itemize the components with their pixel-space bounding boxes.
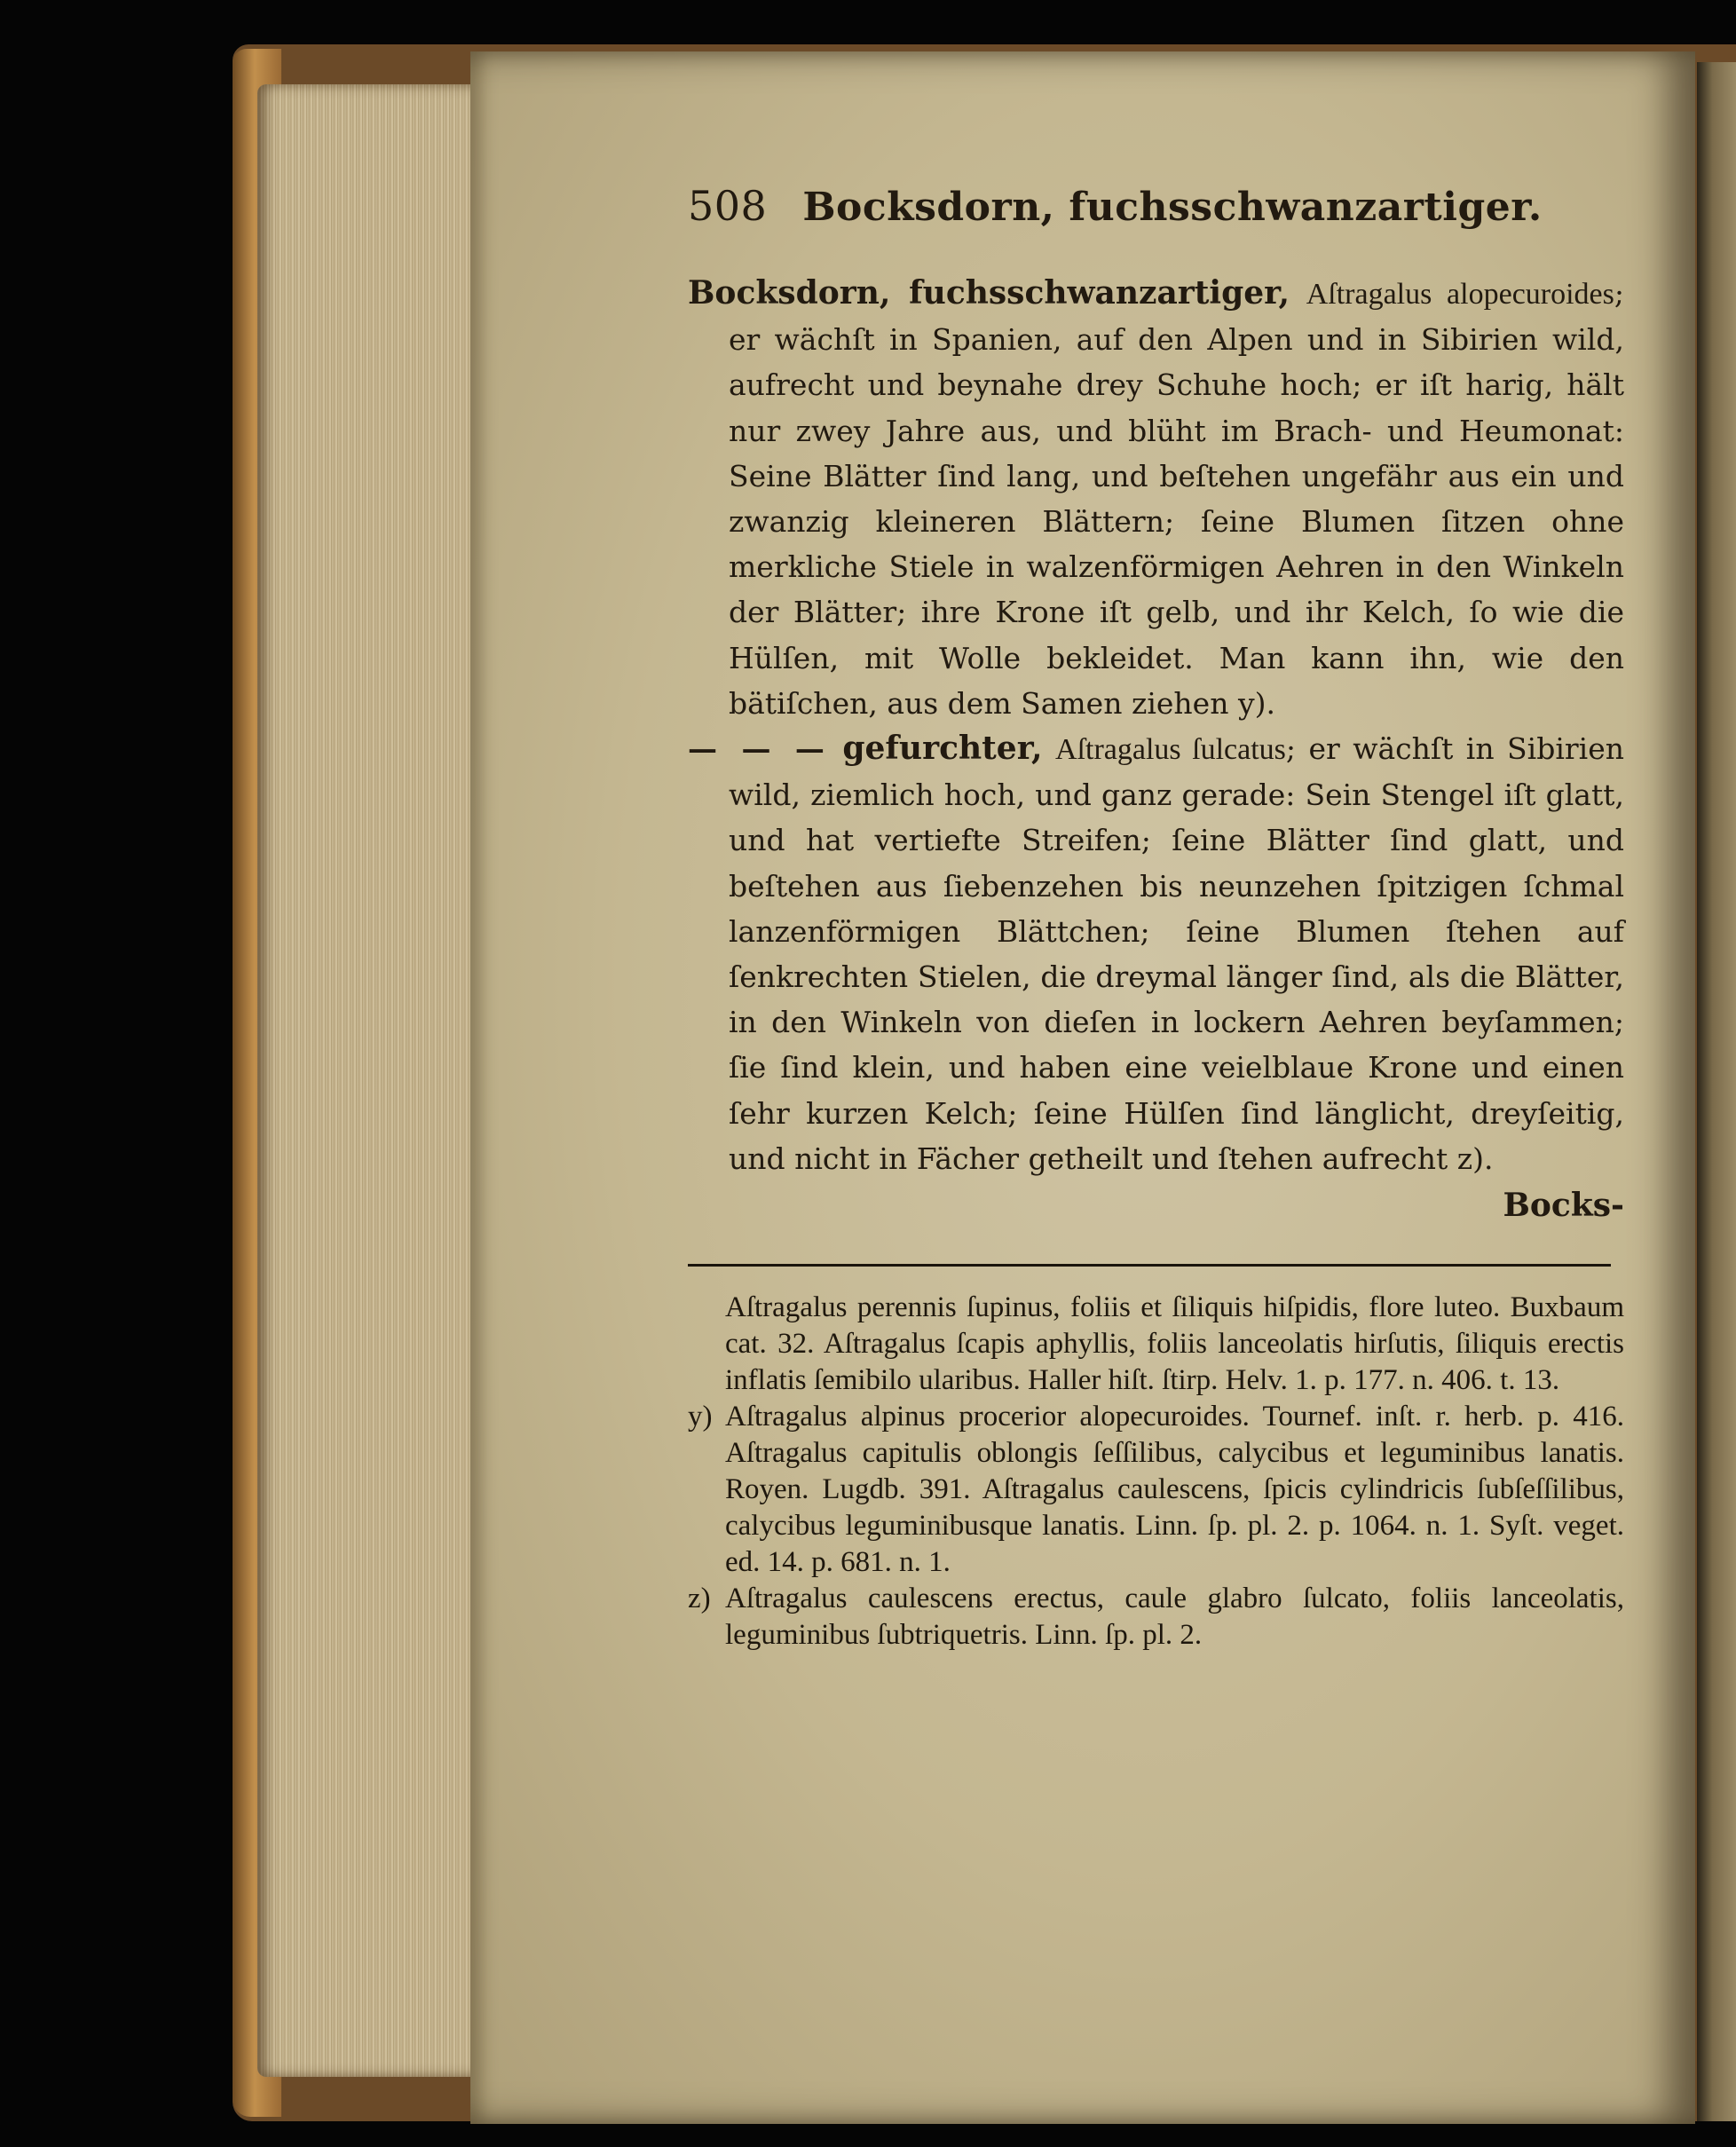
page-number: 508 bbox=[688, 182, 768, 230]
footnotes bbox=[688, 1290, 1624, 1654]
page-content bbox=[688, 182, 1624, 1654]
running-title: Bocksdorn, fuchsschwanzartiger. bbox=[802, 185, 1543, 230]
main-text bbox=[688, 271, 1624, 1228]
facing-page-edge bbox=[1697, 62, 1736, 2121]
footnote-rule bbox=[688, 1264, 1611, 1267]
entry-dashes: — — — bbox=[688, 731, 830, 767]
entry-lemma: Bocksdorn, fuchsschwanzartiger, bbox=[688, 274, 1290, 312]
running-header bbox=[688, 182, 1624, 230]
entry-alopecuroides bbox=[688, 271, 1624, 726]
footnote-y bbox=[688, 1399, 1624, 1581]
catchword: Bocks- bbox=[1503, 1187, 1624, 1225]
footnote-mark: z) bbox=[688, 1583, 711, 1615]
page-edges bbox=[257, 84, 479, 2077]
entry-latin-name: Aſtragalus alopecuroides bbox=[1306, 278, 1614, 311]
entry-text: ; er wächſt in Spanien, auf den Alpen und in Sibirien wild, aufrecht und beynahe drey Schuhe hoch; er iſt harig, hält nur zwey Jahre aus, und blüht im Brach- und Heumonat: Seine Blätter ſind lang, und beſtehen ungefähr aus ein und zwanzig kleineren Blättern; ſeine Blumen ſitzen ohne merkliche Stiele in walzenförmigen Aehren in den Winkeln der Blätter; ihre Krone iſt gelb, und ihr Kelch, ſo wie die Hülſen, mit Wolle bekleidet. Man kann ihn, wie den bätiſchen, aus dem Samen ziehen y). bbox=[729, 276, 1624, 721]
entry-text: ; er wächſt in Sibirien wild, ziemlich hoch, und ganz gerade: Sein Stengel iſt glatt, und hat vertiefte Streifen; ſeine Blätter ſind glatt, und beſtehen aus ſiebenzehen bis neunzehen ſpitzigen ſchmal lanzenförmigen Blättchen; ſeine Blumen ſtehen auf ſenkrechten Stielen, die dreymal länger ſind, als die Blätter, in den Winkeln von dieſen in lockern Aehren beyſammen; ſie ſind klein, und haben eine veielblaue Krone und einen ſehr kurzen Kelch; ſeine Hülſen ſind länglicht, dreyſeitig, und nicht in Fächer getheilt und ſtehen aufrecht z). bbox=[729, 731, 1624, 1176]
footnote-continued: Aſtragalus perennis ſupinus, foliis et ſiliquis hiſpidis, flore luteo. Buxbaum cat. 32. Aſtragalus ſcapis aphyllis, foliis lanceolatis hirſutis, ſiliquis erectis inflatis ſemibilo ularibus. Haller hiſt. ſtirp. Helv. 1. p. 177. n. 406. t. 13. bbox=[725, 1291, 1624, 1397]
entry-lemma: gefurchter, bbox=[842, 730, 1043, 768]
footnote-z bbox=[688, 1581, 1624, 1654]
footnote-text: Aſtragalus caulescens erectus, caule glabro ſulcato, foliis lanceolatis, leguminibus ſubtriquetris. Linn. ſp. pl. 2. bbox=[725, 1583, 1624, 1652]
footnote-mark: y) bbox=[688, 1401, 713, 1433]
footnote-text: Aſtragalus alpinus procerior alopecuroides. Tournef. inſt. r. herb. p. 416. Aſtragalus capitulis oblongis ſeſſilibus, calycibus et leguminibus lanatis. Royen. Lugdb. 391. Aſtragalus caulescens, ſpicis cylindricis ſubſeſſilibus, calycibus leguminibusque lanatis. Linn. ſp. pl. 2. p. 1064. n. 1. Syſt. veget. ed. 14. p. 681. n. 1. bbox=[725, 1401, 1624, 1579]
entry-latin-name: Aſtragalus ſulcatus bbox=[1055, 733, 1286, 767]
entry-sulcatus bbox=[688, 726, 1624, 1181]
